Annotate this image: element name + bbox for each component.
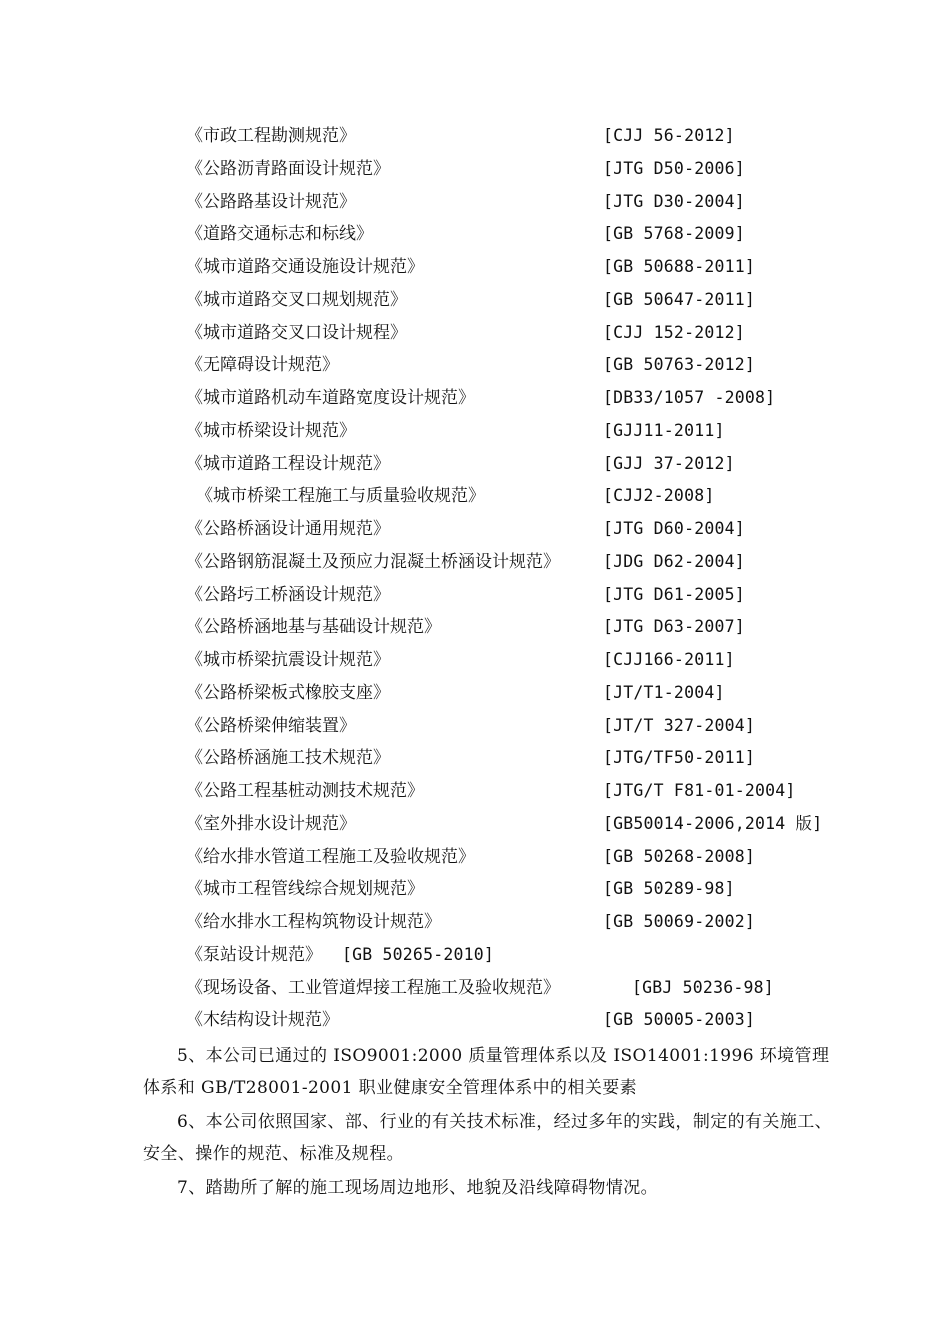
standard-title: 《公路钢筋混凝土及预应力混凝土桥涵设计规范》 xyxy=(186,551,560,572)
standard-title: 《城市道路交通设施设计规范》 xyxy=(186,257,424,277)
standard-code: [GB 5768-2009] xyxy=(603,224,745,244)
standard-code: [GJJ11-2011] xyxy=(603,420,725,440)
standard-title: 《城市道路工程设计规范》 xyxy=(186,453,390,474)
standard-row xyxy=(0,677,950,710)
standard-title: 《城市道路机动车道路宽度设计规范》 xyxy=(186,388,475,408)
standard-code: [JTG D61-2005] xyxy=(603,584,745,604)
standard-code: [JTG/T F81-01-2004] xyxy=(603,781,796,800)
standard-row xyxy=(0,644,950,677)
standard-code: [JT/T 327-2004] xyxy=(603,715,756,735)
standard-row xyxy=(0,186,950,219)
standard-row xyxy=(0,120,950,153)
standard-code: [JTG/TF50-2011] xyxy=(603,748,756,768)
standard-code: [JTG D50-2006] xyxy=(603,158,745,178)
standard-row xyxy=(0,775,950,808)
standard-row xyxy=(0,1004,950,1037)
standard-row xyxy=(0,251,950,284)
standard-title: 《城市道路交叉口设计规程》 xyxy=(186,322,407,343)
standard-title: 《公路沥青路面设计规范》 xyxy=(186,158,390,179)
standard-code: [GB 50289-98] xyxy=(603,879,735,899)
standard-title: 《公路路基设计规范》 xyxy=(186,191,356,212)
standard-code: [GB 50688-2011] xyxy=(603,257,756,276)
standard-title: 《道路交通标志和标线》 xyxy=(186,224,373,245)
standard-row xyxy=(0,808,950,841)
standard-title: 《城市桥梁抗震设计规范》 xyxy=(186,650,390,670)
standard-code: [GJJ 37-2012] xyxy=(603,453,735,473)
standard-row xyxy=(0,448,950,481)
standard-title: 《公路桥涵设计通用规范》 xyxy=(186,519,390,539)
paragraph-item-5: 5、本公司已通过的 ISO9001:2000 质量管理体系以及 ISO14001:1996 环境管理体系和 GB/T28001-2001 职业健康安全管理体系中的相关要素 xyxy=(143,1046,830,1098)
standard-title: 《城市工程管线综合规划规范》 xyxy=(186,879,424,900)
standard-row xyxy=(0,480,950,513)
standard-title: 《公路桥涵施工技术规范》 xyxy=(186,748,390,769)
standard-code: [GBJ 50236-98] xyxy=(632,977,774,997)
standard-code: [CJJ2-2008] xyxy=(603,486,715,506)
standard-row xyxy=(0,218,950,251)
standard-title: 《无障碍设计规范》 xyxy=(186,355,339,376)
standard-row xyxy=(0,153,950,186)
standard-row xyxy=(0,611,950,644)
standard-title: 《木结构设计规范》 xyxy=(186,1010,339,1031)
standard-row xyxy=(0,873,950,906)
standard-row xyxy=(0,546,950,579)
standard-row xyxy=(0,742,950,775)
standard-code: [CJJ 56-2012] xyxy=(603,126,735,145)
standard-title: 《城市桥梁设计规范》 xyxy=(186,420,356,441)
standard-code: [GB 50265-2010] xyxy=(342,944,495,964)
standard-title: 《现场设备、工业管道焊接工程施工及验收规范》 xyxy=(186,977,560,998)
standard-row xyxy=(0,972,950,1005)
standard-title: 《市政工程勘测规范》 xyxy=(186,126,356,146)
paragraph-item-6: 6、本公司依照国家、部、行业的有关技术标准，经过多年的实践，制定的有关施工、安全、操作的规范、标准及规程。 xyxy=(143,1112,833,1164)
standard-row xyxy=(0,710,950,743)
standard-title: 《公路桥涵地基与基础设计规范》 xyxy=(186,617,441,638)
standard-code: [DB33/1057 -2008] xyxy=(603,388,776,407)
standard-code: [CJJ 152-2012] xyxy=(603,322,745,342)
standard-title: 《给水排水管道工程施工及验收规范》 xyxy=(186,846,475,867)
standard-row xyxy=(0,513,950,546)
standard-code: [JTG D63-2007] xyxy=(603,617,745,637)
standard-row xyxy=(0,841,950,874)
standard-title: 《公路圬工桥涵设计规范》 xyxy=(186,584,390,605)
standard-title: 《城市桥梁工程施工与质量验收规范》 xyxy=(196,486,485,507)
standard-code: [JT/T1-2004] xyxy=(603,682,725,702)
standards-list xyxy=(0,120,950,1037)
standard-title: 《公路工程基桩动测技术规范》 xyxy=(186,781,424,801)
standard-code: [GB 50005-2003] xyxy=(603,1010,756,1030)
standard-title: 《公路桥梁伸缩装置》 xyxy=(186,715,356,736)
standard-row xyxy=(0,939,950,972)
standard-title: 《给水排水工程构筑物设计规范》 xyxy=(186,912,441,932)
standard-code: [JDG D62-2004] xyxy=(603,551,745,571)
standard-code: [GB 50763-2012] xyxy=(603,355,756,375)
standard-title: 《泵站设计规范》 xyxy=(186,944,322,965)
standard-title: 《室外排水设计规范》 xyxy=(186,813,356,834)
standard-title-with-code xyxy=(186,939,494,972)
standard-row xyxy=(0,579,950,612)
standard-code: [GB 50268-2008] xyxy=(603,846,756,866)
standard-code: [GB50014-2006,2014 版] xyxy=(603,813,823,833)
paragraph-item-7: 7、踏勘所了解的施工现场周边地形、地貌及沿线障碍物情况。 xyxy=(177,1178,659,1198)
standard-code: [CJJ166-2011] xyxy=(603,650,735,669)
standard-row xyxy=(0,284,950,317)
standard-code: [GB 50069-2002] xyxy=(603,912,756,931)
standard-title: 《公路桥梁板式橡胶支座》 xyxy=(186,682,390,703)
standard-row xyxy=(0,317,950,350)
standard-row xyxy=(0,349,950,382)
standard-title: 《城市道路交叉口规划规范》 xyxy=(186,289,407,310)
standard-row xyxy=(0,415,950,448)
standard-row xyxy=(0,906,950,939)
standard-code: [JTG D30-2004] xyxy=(603,191,745,211)
standard-code: [JTG D60-2004] xyxy=(603,519,745,538)
standard-row xyxy=(0,382,950,415)
standard-code: [GB 50647-2011] xyxy=(603,289,756,309)
